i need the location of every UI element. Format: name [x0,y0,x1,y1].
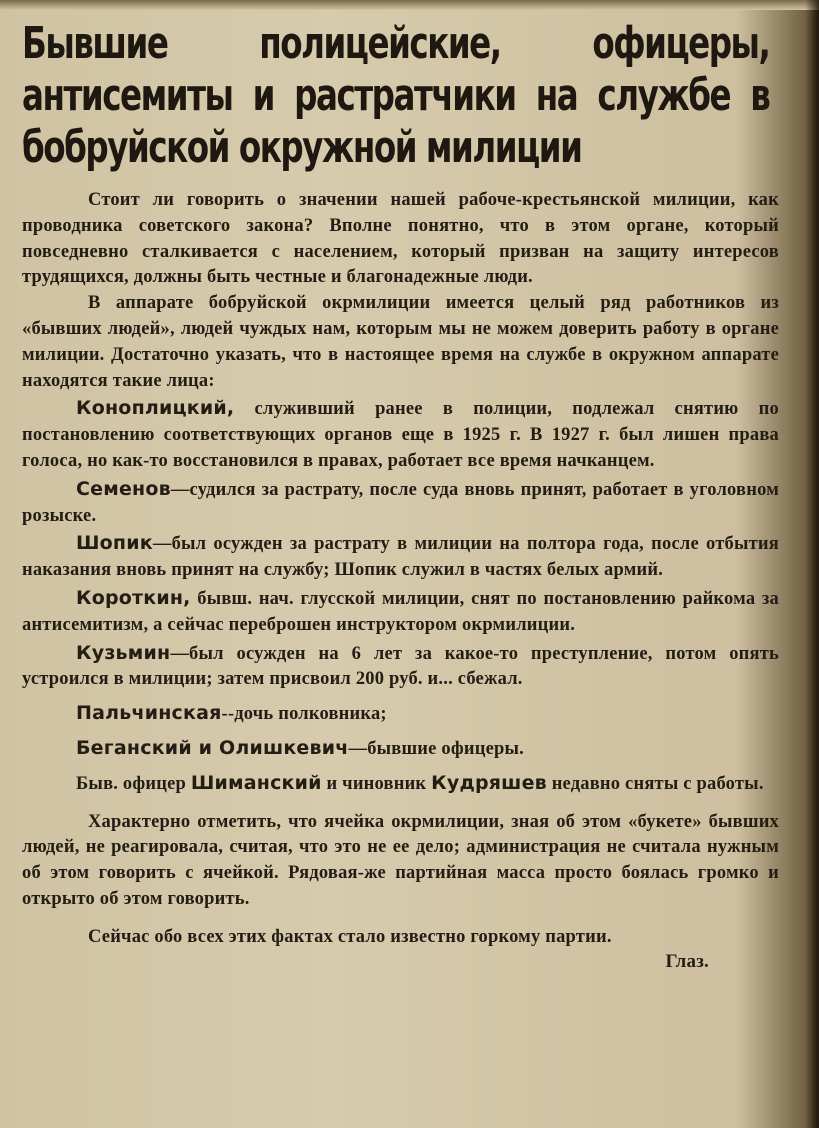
entry-text: —судился за растрату, после суда вновь принят, работает в уголовном розыске. [22,479,779,526]
staff-paragraph: В аппарате бобруйской окрмилиции имеется целый ряд работников из «бывших людей», людей чуждых нам, которым мы не можем доверить работу в органе милиции. Достаточно указать, что в настоящее время на службе в окружном аппарате находятся такие лица: [22,293,779,391]
entry-text: —был осужден за растрату в милиции на полтора года, после отбытия наказания вновь принят на службу; Шопик служил в частях белых армий. [22,534,779,581]
article-body [22,188,779,974]
person-name: Беганский и Олишкевич [76,736,349,759]
entry-prefix: Быв. офицер [76,773,191,794]
person-name: Короткин, [76,586,191,609]
entry-text: недавно сняты с работы. [546,773,764,794]
entry-semenov [22,477,779,530]
person-name: Шиманский [190,771,322,794]
person-name: Шопик [76,532,153,555]
top-rule [0,0,819,10]
entry-shopik [22,531,779,584]
entry-middle: и чиновник [321,773,432,794]
entry-text: —бывшие офицеры. [348,738,524,759]
closing-paragraph: Характерно отметить, что ячейка окрмилиции, зная об этом «букете» бывших людей, не реагировала, считая, что это не ее дело; администрация не считала нужным об этом говорить с ячейкой. Рядовая-же партийная масса просто боялась громко и открыто об этом говорить. [22,811,779,909]
entry-text: служивший ранее в полиции, подлежал снятию по постановлению соответствующих органов еще в 1925 г. В 1927 г. был лишен права голоса, но как-то восстановился в правах, работает все время начканцем. [22,399,779,471]
entry-korotkin [22,586,779,639]
person-name-2: Кудряшев [431,771,547,794]
entry-palchinskaya [22,701,779,728]
entry-begansky-olishkevich [22,736,779,763]
article-headline: Бывшие полицейские, офицеры, антисемиты и растратчики на службе в бобруйской окружной милиции [22,18,770,173]
entry-text: —был осужден на 6 лет за какое-то преступление, потом опять устроился в милиции; затем присвоил 200 руб. и... сбежал. [22,643,779,690]
person-name: Пальчинская [76,702,222,725]
person-name: Кузьмин [76,641,171,664]
author-signature: Глаз. [665,950,709,972]
entry-kuzmin [22,641,779,694]
page-edge-shadow [805,0,819,1128]
entry-text: бывш. нач. глусской милиции, снят по постановлению райкома за антисемитизм, а сейчас переброшен инструктором окрмилиции. [22,588,779,635]
person-name: Коноплицкий, [76,397,235,420]
entry-shimansky-kudryashev [22,771,779,798]
intro-paragraph: Стоит ли говорить о значении нашей рабоче-крестьянской милиции, как проводника советского закона? Вполне понятно, что в этом органе, который повседневно сталкивается с населением, который призван на защиту интересов трудящихся, должны быть честные и благонадежные люди. [22,190,779,288]
person-name: Семенов [76,477,171,500]
final-paragraph: Сейчас обо всех этих фактах стало известно горкому партии. [88,926,612,947]
entry-konoplitsky [22,396,779,474]
entry-text: --дочь полковника; [221,704,387,725]
